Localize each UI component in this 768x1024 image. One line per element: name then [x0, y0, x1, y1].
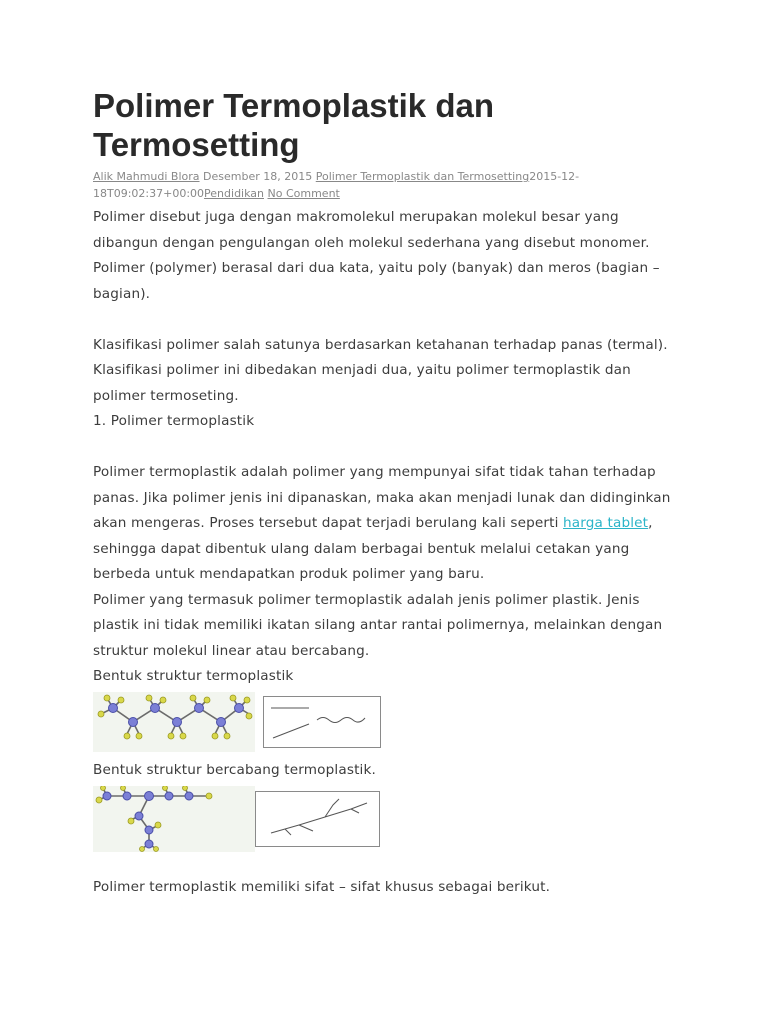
figure-linear-structure [93, 692, 673, 752]
category-link[interactable]: Pendidikan [204, 187, 264, 200]
comments-link[interactable]: No Comment [267, 187, 340, 200]
post-timestamp: 2015-12-18T09:02:37+00:00 [93, 170, 580, 200]
linear-chain-sketch [263, 696, 381, 748]
harga-tablet-link[interactable]: harga tablet [563, 515, 649, 531]
article-title: Polimer Termoplastik dan Termosetting [93, 87, 494, 163]
post-date: Desember 18, 2015 [203, 170, 313, 183]
article [93, 86, 673, 901]
paragraph-thermoplastic-definition: Polimer termoplastik adalah polimer yang mempunyai sifat tidak tahan terhadap panas. Jika polimer jenis ini dipanaskan, maka akan menjadi lunak dan didinginkan akan mengeras. Proses tersebut dapat terjadi berulang kali seperti harga tablet, sehingga dapat dibentuk ulang dalam berbagai bentuk melalui cetakan yang berbeda untuk mendapatkan produk polimer yang baru. [93, 464, 671, 582]
linear-molecule-image [93, 692, 255, 752]
author-link[interactable]: Alik Mahmudi Blora [93, 170, 200, 183]
paragraph-intro: Polimer disebut juga dengan makromolekul merupakan molekul besar yang dibangun dengan pengulangan oleh molekul sederhana yang disebut monomer. Polimer (polymer) berasal dari dua kata, yaitu poly (banyak) dan meros (bagian – bagian). [93, 209, 660, 302]
paragraph-classification: Klasifikasi polimer salah satunya berdasarkan ketahanan terhadap panas (termal). Klasifikasi polimer ini dibedakan menjadi dua, yaitu polimer termoplastik dan polimer termoseting. [93, 336, 668, 404]
paragraph-thermoplastic-types: Polimer yang termasuk polimer termoplastik adalah jenis polimer plastik. Jenis plastik ini tidak memiliki ikatan silang antar rantai polimernya, melainkan dengan struktur molekul linear atau bercabang. [93, 591, 663, 659]
post-meta [93, 168, 673, 202]
figure-caption-branched: Bentuk struktur bercabang termoplastik. [93, 761, 376, 778]
paragraph-properties-intro: Polimer termoplastik memiliki sifat – sifat khusus sebagai berikut. [93, 879, 551, 895]
post-title-link[interactable]: Polimer Termoplastik dan Termosetting [315, 170, 530, 183]
branched-molecule-image [93, 786, 255, 852]
figure-branched-structure [93, 785, 673, 853]
figure-caption-linear: Bentuk struktur termoplastik [93, 668, 294, 684]
branched-chain-sketch [255, 791, 380, 847]
section-heading-thermoplastic: 1. Polimer termoplastik [93, 413, 255, 429]
